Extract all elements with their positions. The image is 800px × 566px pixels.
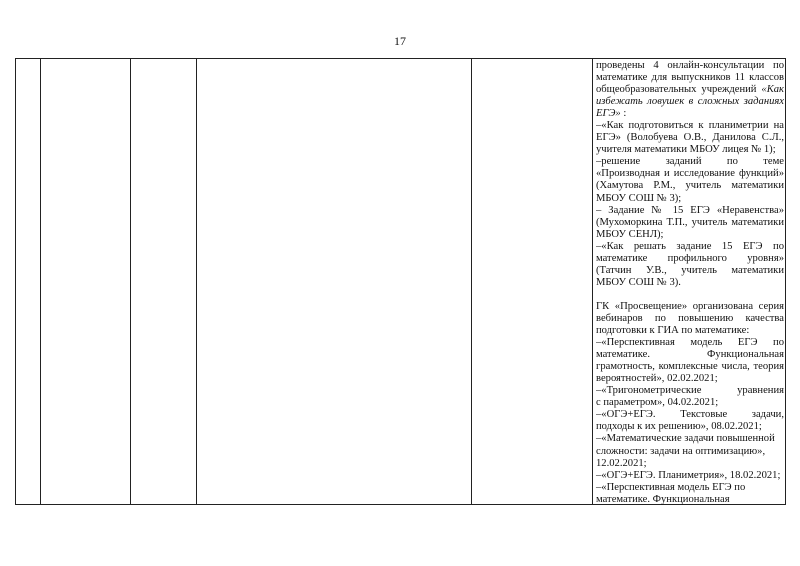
text-segment: МБОУ СЕНЛ);	[596, 228, 664, 240]
text-segment: МБОУ СОШ № 3).	[596, 276, 681, 288]
text-line	[596, 385, 784, 397]
text-segment: (Хамутова Р.М., учитель математики	[596, 180, 784, 192]
text-segment: –«Перспективная модель ЕГЭ по	[596, 337, 784, 349]
text-segment: –«ОГЭ+ЕГЭ. Текстовые задачи,	[596, 409, 784, 421]
text-segment: грамотность, комплексные числа, теория	[596, 361, 784, 373]
text-segment: вероятностей», 02.02.2021;	[596, 373, 718, 385]
text-line	[596, 205, 784, 217]
text-line	[596, 482, 784, 494]
italic-text: «Как	[761, 84, 784, 96]
text-line	[596, 156, 784, 168]
column-divider	[196, 59, 197, 504]
text-line	[596, 361, 784, 373]
text-segment: :	[623, 108, 627, 120]
text-line	[596, 409, 784, 421]
text-line	[596, 217, 784, 229]
text-line	[596, 265, 784, 277]
italic-text: избежать ловушек в сложных заданиях	[596, 96, 784, 108]
text-line	[596, 494, 784, 506]
text-segment: учителя математики МБОУ лицея № 1);	[596, 144, 776, 156]
text-line	[596, 277, 784, 289]
text-line	[596, 144, 784, 156]
text-segment: –«Перспективная модель ЕГЭ по	[596, 481, 746, 493]
text-segment: сложности: задачи на оптимизацию»,	[596, 445, 766, 457]
text-line	[596, 337, 784, 349]
text-segment: с параметром», 04.02.2021;	[596, 397, 719, 409]
text-segment: «Производная и исследование функций»	[596, 168, 784, 180]
column-divider	[40, 59, 41, 504]
text-segment: математике для выпускников 11 классов	[596, 72, 784, 84]
text-segment: –«Тригонометрические уравнения	[596, 385, 784, 397]
column-divider	[130, 59, 131, 504]
text-segment: МБОУ СОШ № 3);	[596, 192, 682, 204]
text-line	[596, 96, 784, 108]
text-segment: математике профильного уровня»	[596, 252, 784, 264]
text-line	[596, 132, 784, 144]
text-segment: подходы к их решению», 08.02.2021;	[596, 421, 762, 433]
text-line	[596, 180, 784, 192]
text-segment: ГК «Просвещение» организована серия	[596, 300, 784, 312]
text-line	[596, 458, 784, 470]
table	[15, 58, 786, 505]
text-line	[596, 60, 784, 72]
text-segment: –решение заданий по теме	[596, 156, 784, 168]
text-line	[596, 253, 784, 265]
text-line	[596, 325, 784, 337]
table-cell-description	[596, 60, 784, 506]
text-line	[596, 72, 784, 84]
text-segment: –«Как решать задание 15 ЕГЭ по	[596, 240, 784, 252]
text-segment: вебинаров по повышению качества	[596, 312, 784, 324]
text-line	[596, 373, 784, 385]
text-line	[596, 470, 784, 482]
text-segment: –«Математические задачи повышенной	[596, 433, 775, 445]
text-line	[596, 241, 784, 253]
text-line	[596, 397, 784, 409]
text-line	[596, 168, 784, 180]
text-segment: 12.02.2021;	[596, 457, 647, 469]
text-line	[596, 446, 784, 458]
text-segment: (Татчин У.В., учитель математики	[596, 264, 784, 276]
text-segment: – Задание № 15 ЕГЭ «Неравенства»	[596, 204, 784, 216]
text-line	[596, 349, 784, 361]
text-segment: (Мухоморкина Т.П., учитель математики	[596, 216, 784, 228]
text-line	[596, 229, 784, 241]
text-line	[596, 301, 784, 313]
page-number: 17	[394, 34, 406, 48]
text-line	[596, 193, 784, 205]
text-segment: математике. Функциональная	[596, 493, 730, 505]
text-segment: общеобразовательных учреждений	[596, 84, 762, 96]
text-segment: –«Как подготовиться к планиметрии на	[596, 120, 784, 132]
text-segment: подготовки к ГИА по математике:	[596, 325, 750, 337]
text-line	[596, 108, 784, 120]
text-segment: –«ОГЭ+ЕГЭ. Планиметрия», 18.02.2021;	[596, 469, 781, 481]
text-line	[596, 120, 784, 132]
text-segment: ЕГЭ» (Волобуева О.В., Данилова С.Л.,	[596, 132, 784, 144]
text-line	[596, 289, 784, 301]
text-line	[596, 433, 784, 445]
text-segment: проведены 4 онлайн-консультации по	[596, 60, 784, 71]
text-line	[596, 84, 784, 96]
column-divider	[471, 59, 472, 504]
italic-text: ЕГЭ»	[596, 108, 621, 120]
column-divider	[592, 59, 593, 504]
text-line	[596, 313, 784, 325]
text-segment: математике. Функциональная	[596, 349, 784, 361]
text-line	[596, 421, 784, 433]
